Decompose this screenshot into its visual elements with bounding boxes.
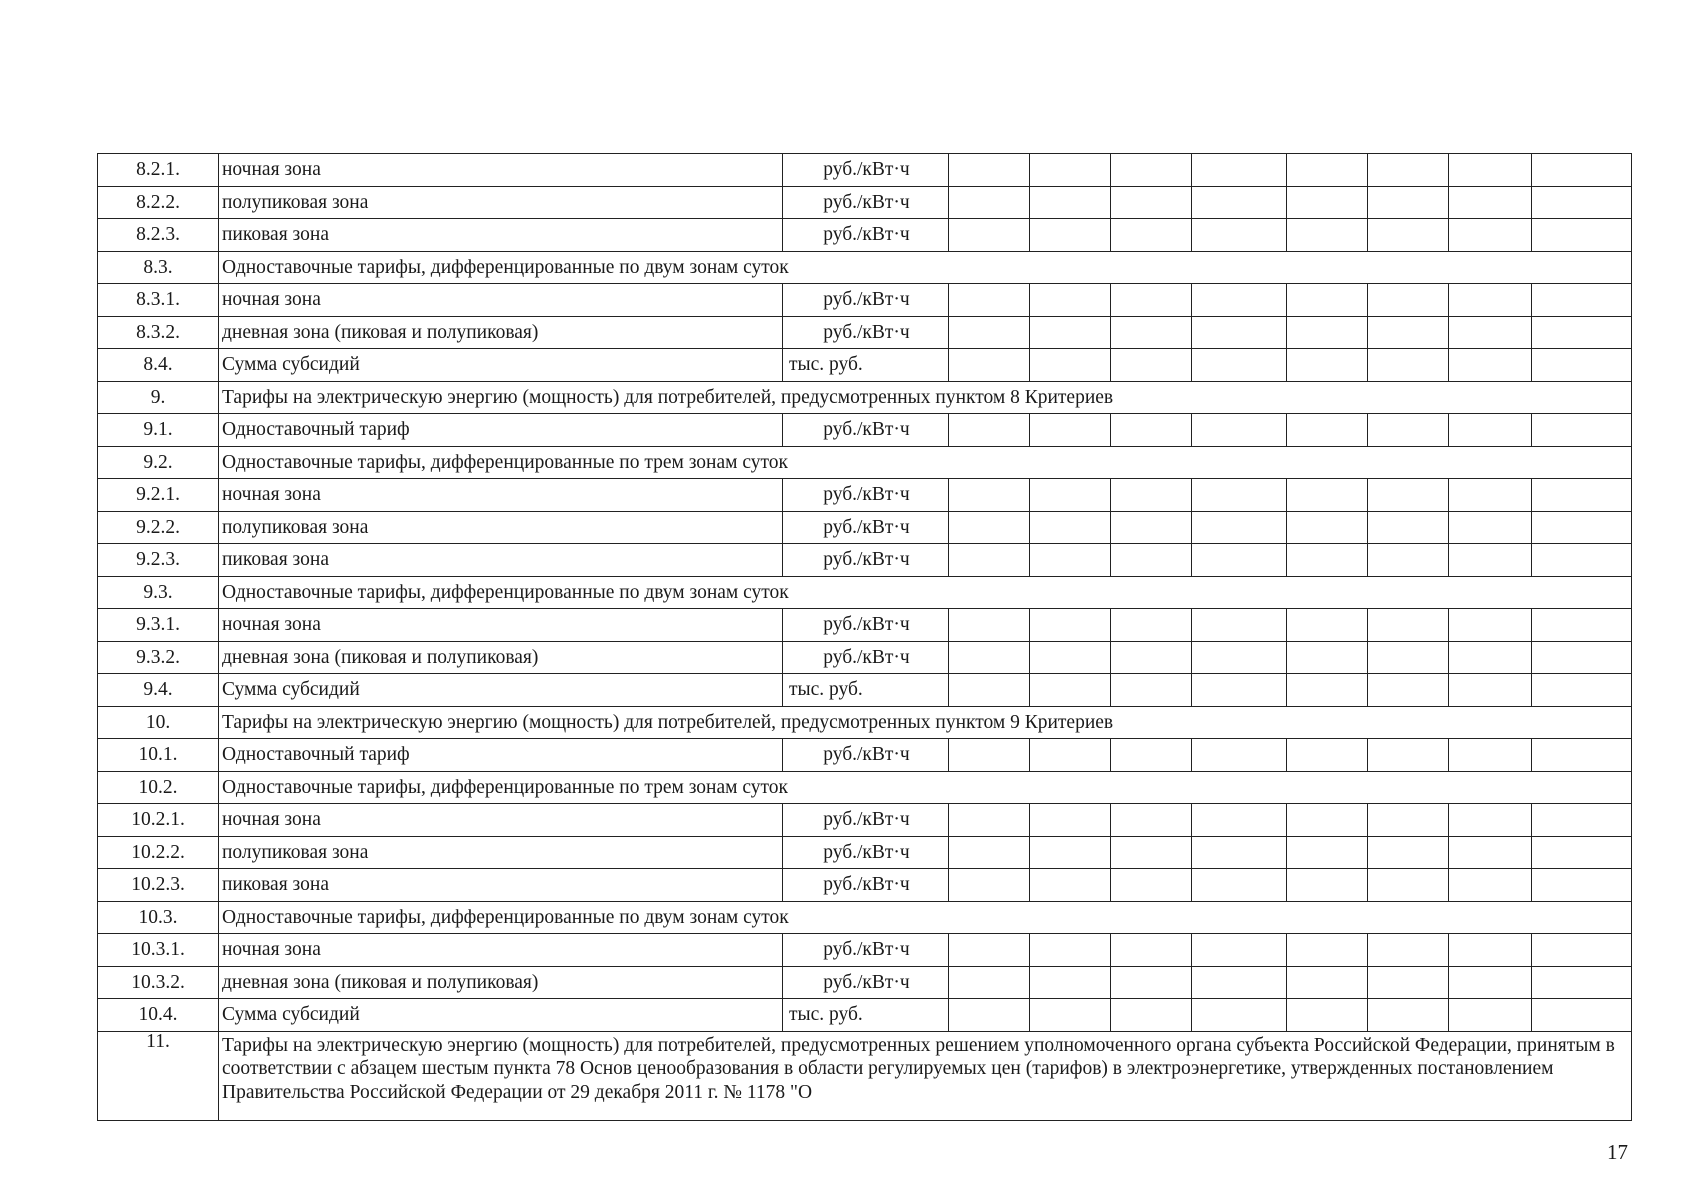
row-number: 9. — [98, 381, 219, 414]
value-cell — [949, 934, 1030, 967]
row-number: 10. — [98, 706, 219, 739]
section-heading: Одноставочные тарифы, дифференцированные по трем зонам суток — [219, 771, 1632, 804]
row-unit: руб./кВт·ч — [783, 219, 949, 252]
table-row — [98, 966, 1632, 999]
row-name: дневная зона (пиковая и полупиковая) — [219, 641, 783, 674]
value-cell — [1030, 804, 1111, 837]
value-cell — [1532, 154, 1632, 187]
row-name: ночная зона — [219, 479, 783, 512]
value-cell — [1532, 479, 1632, 512]
row-number: 8.3.2. — [98, 316, 219, 349]
value-cell — [1368, 836, 1449, 869]
value-cell — [1287, 836, 1368, 869]
row-number: 8.3. — [98, 251, 219, 284]
value-cell — [949, 544, 1030, 577]
value-cell — [1192, 999, 1287, 1032]
row-number: 9.2.2. — [98, 511, 219, 544]
value-cell — [1030, 154, 1111, 187]
table-row — [98, 316, 1632, 349]
row-name: полупиковая зона — [219, 186, 783, 219]
table-row — [98, 901, 1632, 934]
value-cell — [1192, 479, 1287, 512]
row-number: 8.2.3. — [98, 219, 219, 252]
value-cell — [1287, 934, 1368, 967]
page-number: 17 — [1607, 1140, 1628, 1164]
row-name: Одноставочный тариф — [219, 739, 783, 772]
value-cell — [1532, 609, 1632, 642]
value-cell — [1449, 349, 1532, 382]
table-row — [98, 576, 1632, 609]
value-cell — [1532, 316, 1632, 349]
value-cell — [1368, 479, 1449, 512]
value-cell — [949, 804, 1030, 837]
value-cell — [1192, 511, 1287, 544]
row-name: полупиковая зона — [219, 836, 783, 869]
value-cell — [1192, 641, 1287, 674]
value-cell — [1449, 479, 1532, 512]
value-cell — [1111, 739, 1192, 772]
value-cell — [1368, 934, 1449, 967]
row-unit: руб./кВт·ч — [783, 186, 949, 219]
value-cell — [1192, 349, 1287, 382]
value-cell — [1030, 869, 1111, 902]
value-cell — [1192, 966, 1287, 999]
tariff-table — [97, 153, 1632, 1121]
row-name: ночная зона — [219, 284, 783, 317]
row-name: пиковая зона — [219, 544, 783, 577]
row-number: 9.1. — [98, 414, 219, 447]
table-row — [98, 706, 1632, 739]
value-cell — [1532, 674, 1632, 707]
value-cell — [949, 999, 1030, 1032]
row-name: пиковая зона — [219, 219, 783, 252]
row-number: 9.3.1. — [98, 609, 219, 642]
table-row — [98, 414, 1632, 447]
value-cell — [1368, 154, 1449, 187]
value-cell — [1030, 349, 1111, 382]
value-cell — [949, 316, 1030, 349]
section-heading: Одноставочные тарифы, дифференцированные по двум зонам суток — [219, 901, 1632, 934]
value-cell — [1111, 641, 1192, 674]
value-cell — [949, 609, 1030, 642]
table-row — [98, 251, 1632, 284]
table-row — [98, 641, 1632, 674]
value-cell — [1111, 316, 1192, 349]
value-cell — [1532, 804, 1632, 837]
value-cell — [949, 284, 1030, 317]
value-cell — [1287, 511, 1368, 544]
row-name: Сумма субсидий — [219, 674, 783, 707]
value-cell — [1287, 316, 1368, 349]
value-cell — [1368, 869, 1449, 902]
row-unit: тыс. руб. — [783, 999, 949, 1032]
value-cell — [949, 511, 1030, 544]
value-cell — [1030, 284, 1111, 317]
value-cell — [1287, 544, 1368, 577]
section-heading: Одноставочные тарифы, дифференцированные по трем зонам суток — [219, 446, 1632, 479]
value-cell — [1287, 284, 1368, 317]
row-number: 8.2.2. — [98, 186, 219, 219]
value-cell — [1030, 739, 1111, 772]
value-cell — [1449, 186, 1532, 219]
row-unit: руб./кВт·ч — [783, 544, 949, 577]
value-cell — [1192, 804, 1287, 837]
row-unit: руб./кВт·ч — [783, 934, 949, 967]
value-cell — [1030, 836, 1111, 869]
value-cell — [1287, 186, 1368, 219]
value-cell — [1368, 511, 1449, 544]
value-cell — [1111, 934, 1192, 967]
row-name: Одноставочный тариф — [219, 414, 783, 447]
value-cell — [949, 186, 1030, 219]
row-name: ночная зона — [219, 154, 783, 187]
value-cell — [949, 966, 1030, 999]
value-cell — [1192, 674, 1287, 707]
value-cell — [1532, 511, 1632, 544]
value-cell — [1532, 966, 1632, 999]
value-cell — [1532, 414, 1632, 447]
value-cell — [1192, 609, 1287, 642]
value-cell — [1449, 609, 1532, 642]
row-number: 9.2.3. — [98, 544, 219, 577]
value-cell — [1030, 966, 1111, 999]
row-name: дневная зона (пиковая и полупиковая) — [219, 966, 783, 999]
table-row — [98, 739, 1632, 772]
table-row — [98, 674, 1632, 707]
value-cell — [1030, 641, 1111, 674]
value-cell — [1449, 934, 1532, 967]
row-unit: тыс. руб. — [783, 349, 949, 382]
table-row — [98, 771, 1632, 804]
section-heading: Одноставочные тарифы, дифференцированные по двум зонам суток — [219, 576, 1632, 609]
value-cell — [1192, 869, 1287, 902]
value-cell — [1449, 836, 1532, 869]
value-cell — [1532, 544, 1632, 577]
value-cell — [1368, 414, 1449, 447]
value-cell — [1532, 739, 1632, 772]
value-cell — [1287, 349, 1368, 382]
value-cell — [1532, 284, 1632, 317]
value-cell — [1532, 349, 1632, 382]
value-cell — [949, 219, 1030, 252]
table-row — [98, 609, 1632, 642]
value-cell — [1030, 934, 1111, 967]
row-unit: руб./кВт·ч — [783, 966, 949, 999]
value-cell — [1111, 219, 1192, 252]
value-cell — [1368, 609, 1449, 642]
row-unit: руб./кВт·ч — [783, 739, 949, 772]
value-cell — [949, 349, 1030, 382]
value-cell — [1030, 511, 1111, 544]
table-row — [98, 1031, 1632, 1120]
value-cell — [1192, 219, 1287, 252]
value-cell — [1449, 804, 1532, 837]
value-cell — [1368, 186, 1449, 219]
value-cell — [949, 674, 1030, 707]
value-cell — [1111, 869, 1192, 902]
value-cell — [1287, 609, 1368, 642]
value-cell — [1368, 641, 1449, 674]
value-cell — [1368, 219, 1449, 252]
value-cell — [1111, 349, 1192, 382]
value-cell — [1368, 739, 1449, 772]
section-heading: Тарифы на электрическую энергию (мощность) для потребителей, предусмотренных решением уполномоченного органа субъекта Российской Федерации, принятым в соответствии с абзацем шестым пункта 78 Основ ценообразования в области регулируемых цен (тарифов) в электроэнергетике, утвержденных постановлением Правительства Российской Федерации от 29 декабря 2011 г. № 1178 "О — [219, 1031, 1632, 1120]
value-cell — [1287, 479, 1368, 512]
value-cell — [949, 869, 1030, 902]
value-cell — [1192, 154, 1287, 187]
value-cell — [1287, 674, 1368, 707]
value-cell — [1030, 544, 1111, 577]
row-unit: руб./кВт·ч — [783, 641, 949, 674]
value-cell — [1449, 966, 1532, 999]
row-name: Сумма субсидий — [219, 999, 783, 1032]
value-cell — [1287, 641, 1368, 674]
value-cell — [1449, 154, 1532, 187]
row-number: 9.3. — [98, 576, 219, 609]
row-number: 9.2.1. — [98, 479, 219, 512]
section-heading: Тарифы на электрическую энергию (мощность) для потребителей, предусмотренных пунктом 9 Критериев — [219, 706, 1632, 739]
value-cell — [949, 641, 1030, 674]
value-cell — [1111, 966, 1192, 999]
row-number: 9.2. — [98, 446, 219, 479]
row-number: 8.3.1. — [98, 284, 219, 317]
row-number: 10.2. — [98, 771, 219, 804]
value-cell — [1287, 804, 1368, 837]
table-row — [98, 999, 1632, 1032]
value-cell — [1449, 414, 1532, 447]
table-row — [98, 836, 1632, 869]
row-number: 10.4. — [98, 999, 219, 1032]
row-unit: руб./кВт·ч — [783, 154, 949, 187]
value-cell — [1111, 154, 1192, 187]
value-cell — [1192, 316, 1287, 349]
value-cell — [1030, 674, 1111, 707]
table-row — [98, 186, 1632, 219]
row-number: 10.3.2. — [98, 966, 219, 999]
value-cell — [1111, 674, 1192, 707]
row-unit: руб./кВт·ч — [783, 414, 949, 447]
value-cell — [1532, 999, 1632, 1032]
value-cell — [1449, 641, 1532, 674]
value-cell — [1030, 999, 1111, 1032]
value-cell — [1111, 479, 1192, 512]
row-name: полупиковая зона — [219, 511, 783, 544]
value-cell — [1111, 186, 1192, 219]
row-name: ночная зона — [219, 804, 783, 837]
value-cell — [1030, 186, 1111, 219]
row-number: 9.3.2. — [98, 641, 219, 674]
value-cell — [1192, 186, 1287, 219]
row-name: ночная зона — [219, 934, 783, 967]
row-number: 11. — [98, 1031, 219, 1120]
row-number: 10.2.2. — [98, 836, 219, 869]
table-row — [98, 381, 1632, 414]
table-row — [98, 934, 1632, 967]
table-row — [98, 479, 1632, 512]
row-number: 8.2.1. — [98, 154, 219, 187]
row-number: 10.1. — [98, 739, 219, 772]
value-cell — [1287, 966, 1368, 999]
row-unit: руб./кВт·ч — [783, 316, 949, 349]
row-number: 10.3. — [98, 901, 219, 934]
row-unit: руб./кВт·ч — [783, 511, 949, 544]
value-cell — [1287, 739, 1368, 772]
value-cell — [1030, 219, 1111, 252]
value-cell — [1368, 544, 1449, 577]
row-name: пиковая зона — [219, 869, 783, 902]
value-cell — [1287, 999, 1368, 1032]
value-cell — [1449, 674, 1532, 707]
value-cell — [1111, 999, 1192, 1032]
table-row — [98, 154, 1632, 187]
table-row — [98, 446, 1632, 479]
value-cell — [1368, 999, 1449, 1032]
value-cell — [1449, 739, 1532, 772]
value-cell — [1368, 804, 1449, 837]
value-cell — [949, 739, 1030, 772]
value-cell — [1030, 609, 1111, 642]
value-cell — [1111, 511, 1192, 544]
value-cell — [1111, 284, 1192, 317]
value-cell — [1368, 316, 1449, 349]
section-heading: Одноставочные тарифы, дифференцированные по двум зонам суток — [219, 251, 1632, 284]
value-cell — [1192, 739, 1287, 772]
value-cell — [1192, 414, 1287, 447]
row-name: ночная зона — [219, 609, 783, 642]
value-cell — [1192, 934, 1287, 967]
row-unit: руб./кВт·ч — [783, 479, 949, 512]
value-cell — [1287, 414, 1368, 447]
row-unit: руб./кВт·ч — [783, 804, 949, 837]
value-cell — [1368, 349, 1449, 382]
value-cell — [1449, 999, 1532, 1032]
value-cell — [1368, 674, 1449, 707]
row-unit: руб./кВт·ч — [783, 869, 949, 902]
row-unit: руб./кВт·ч — [783, 836, 949, 869]
value-cell — [1287, 154, 1368, 187]
row-number: 10.3.1. — [98, 934, 219, 967]
value-cell — [1449, 219, 1532, 252]
row-name: Сумма субсидий — [219, 349, 783, 382]
row-unit: руб./кВт·ч — [783, 284, 949, 317]
section-heading: Тарифы на электрическую энергию (мощность) для потребителей, предусмотренных пунктом 8 Критериев — [219, 381, 1632, 414]
value-cell — [1287, 219, 1368, 252]
value-cell — [1532, 869, 1632, 902]
value-cell — [1287, 869, 1368, 902]
table-row — [98, 219, 1632, 252]
value-cell — [1532, 641, 1632, 674]
value-cell — [1532, 186, 1632, 219]
row-number: 10.2.3. — [98, 869, 219, 902]
table-row — [98, 349, 1632, 382]
value-cell — [1111, 804, 1192, 837]
value-cell — [949, 479, 1030, 512]
value-cell — [1111, 414, 1192, 447]
table-row — [98, 804, 1632, 837]
value-cell — [949, 836, 1030, 869]
value-cell — [1030, 414, 1111, 447]
value-cell — [1449, 316, 1532, 349]
value-cell — [1030, 316, 1111, 349]
value-cell — [1111, 609, 1192, 642]
value-cell — [1368, 284, 1449, 317]
table-row — [98, 284, 1632, 317]
value-cell — [1449, 511, 1532, 544]
table-body — [98, 154, 1632, 1121]
value-cell — [1192, 544, 1287, 577]
value-cell — [1532, 219, 1632, 252]
table-row — [98, 511, 1632, 544]
value-cell — [1532, 934, 1632, 967]
value-cell — [1368, 966, 1449, 999]
row-number: 9.4. — [98, 674, 219, 707]
value-cell — [949, 154, 1030, 187]
value-cell — [1030, 479, 1111, 512]
row-unit: тыс. руб. — [783, 674, 949, 707]
value-cell — [949, 414, 1030, 447]
row-number: 10.2.1. — [98, 804, 219, 837]
value-cell — [1449, 544, 1532, 577]
value-cell — [1111, 544, 1192, 577]
value-cell — [1532, 836, 1632, 869]
row-unit: руб./кВт·ч — [783, 609, 949, 642]
table-row — [98, 544, 1632, 577]
value-cell — [1449, 869, 1532, 902]
row-name: дневная зона (пиковая и полупиковая) — [219, 316, 783, 349]
value-cell — [1449, 284, 1532, 317]
value-cell — [1192, 836, 1287, 869]
row-number: 8.4. — [98, 349, 219, 382]
table-row — [98, 869, 1632, 902]
value-cell — [1192, 284, 1287, 317]
value-cell — [1111, 836, 1192, 869]
